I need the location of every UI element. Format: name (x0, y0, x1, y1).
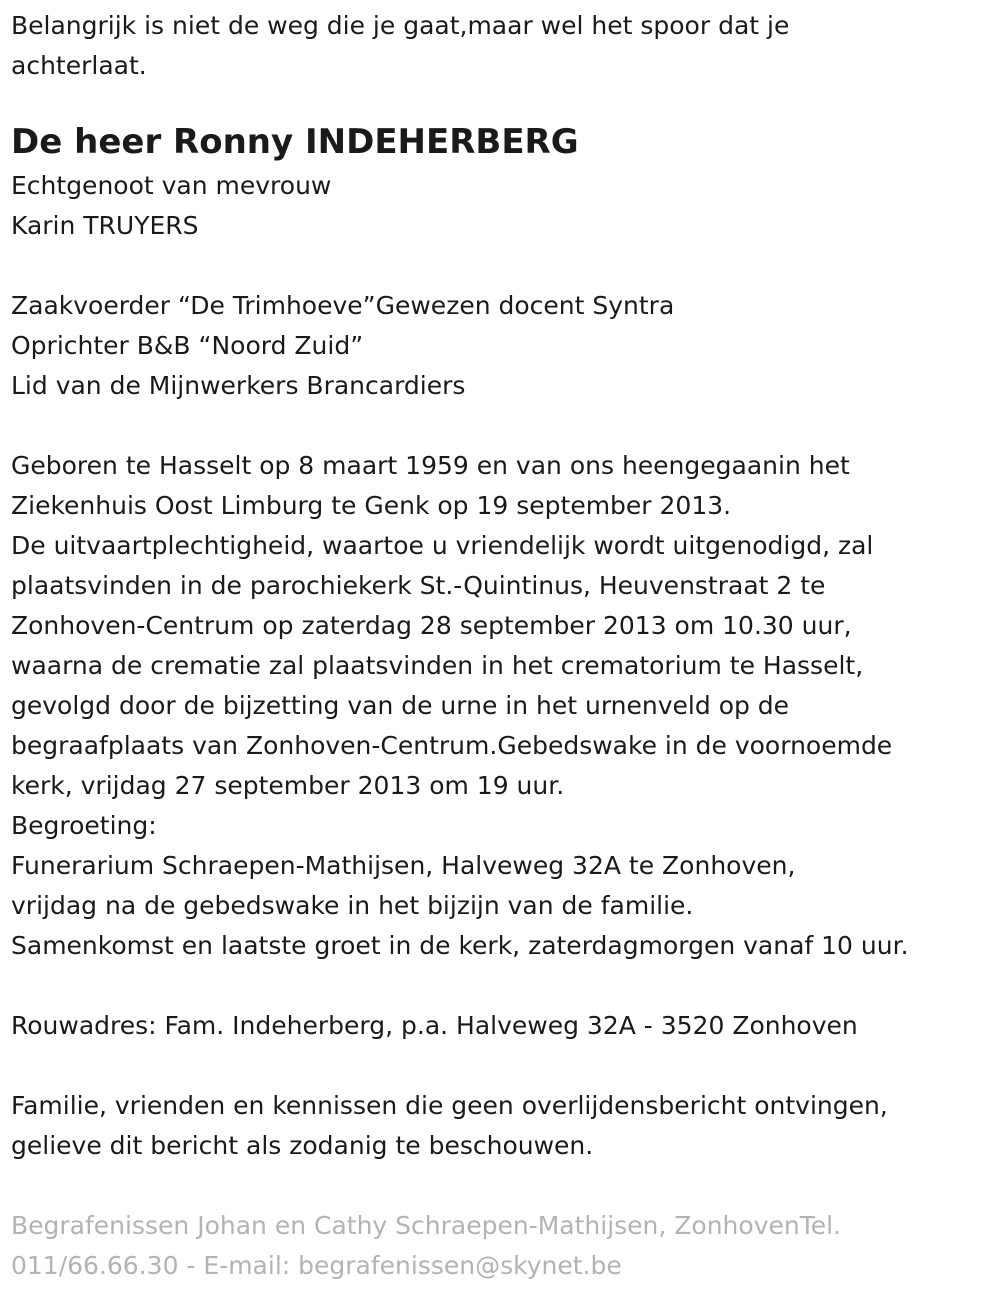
spouse-line: Karin TRUYERS (11, 211, 199, 240)
notice-section (11, 1086, 1000, 1166)
details-line: gevolgd door de bijzetting van de urne in het urnenveld op de (11, 691, 790, 720)
details-line: kerk, vrijdag 27 september 2013 om 19 uur. (11, 771, 565, 800)
details-line: Samenkomst en laatste groet in de kerk, zaterdagmorgen vanaf 10 uur. (11, 931, 909, 960)
spouse-line: Echtgenoot van mevrouw (11, 171, 332, 200)
role-line: Oprichter B&B “Noord Zuid” (11, 331, 364, 360)
details-section (11, 446, 1000, 966)
funeral-director-footer (11, 1206, 1000, 1286)
details-line: Ziekenhuis Oost Limburg te Genk op 19 september 2013. (11, 491, 732, 520)
address-line: Rouwadres: Fam. Indeherberg, p.a. Halveweg 32A - 3520 Zonhoven (11, 1011, 858, 1040)
notice-line: Familie, vrienden en kennissen die geen overlijdensbericht ontvingen, (11, 1091, 888, 1120)
details-line: waarna de crematie zal plaatsvinden in het crematorium te Hasselt, (11, 651, 864, 680)
footer-line: Begrafenissen Johan en Cathy Schraepen-Mathijsen, ZonhovenTel. (11, 1211, 842, 1240)
details-line: vrijdag na de gebedswake in het bijzijn van de familie. (11, 891, 694, 920)
details-line: plaatsvinden in de parochiekerk St.-Quintinus, Heuvenstraat 2 te (11, 571, 826, 600)
footer-line: 011/66.66.30 - E-mail: begrafenissen@skynet.be (11, 1251, 622, 1280)
role-line: Zaakvoerder “De Trimhoeve”Gewezen docent Syntra (11, 291, 675, 320)
roles-section (11, 286, 1000, 406)
notice-line: gelieve dit bericht als zodanig te beschouwen. (11, 1131, 594, 1160)
motto-line: achterlaat. (11, 51, 147, 80)
spacer (11, 1046, 1000, 1086)
spacer (11, 406, 1000, 446)
details-line: begraafplaats van Zonhoven-Centrum.Gebedswake in de voornoemde (11, 731, 893, 760)
details-line: Funerarium Schraepen-Mathijsen, Halveweg 32A te Zonhoven, (11, 851, 796, 880)
spacer (11, 966, 1000, 1006)
address-section (11, 1006, 1000, 1046)
role-line: Lid van de Mijnwerkers Brancardiers (11, 371, 466, 400)
details-line: Geboren te Hasselt op 8 maart 1959 en van ons heengegaanin het (11, 451, 850, 480)
motto-line: Belangrijk is niet de weg die je gaat,maar wel het spoor dat je (11, 11, 790, 40)
details-line: De uitvaartplechtigheid, waartoe u vriendelijk wordt uitgenodigd, zal (11, 531, 874, 560)
spouse-section (11, 166, 1000, 246)
spacer (11, 246, 1000, 286)
spacer (11, 1166, 1000, 1206)
deceased-name: De heer Ronny INDEHERBERG (11, 122, 579, 162)
details-line: Begroeting: (11, 811, 157, 840)
details-line: Zonhoven-Centrum op zaterdag 28 september 2013 om 10.30 uur, (11, 611, 852, 640)
motto (11, 6, 1000, 86)
